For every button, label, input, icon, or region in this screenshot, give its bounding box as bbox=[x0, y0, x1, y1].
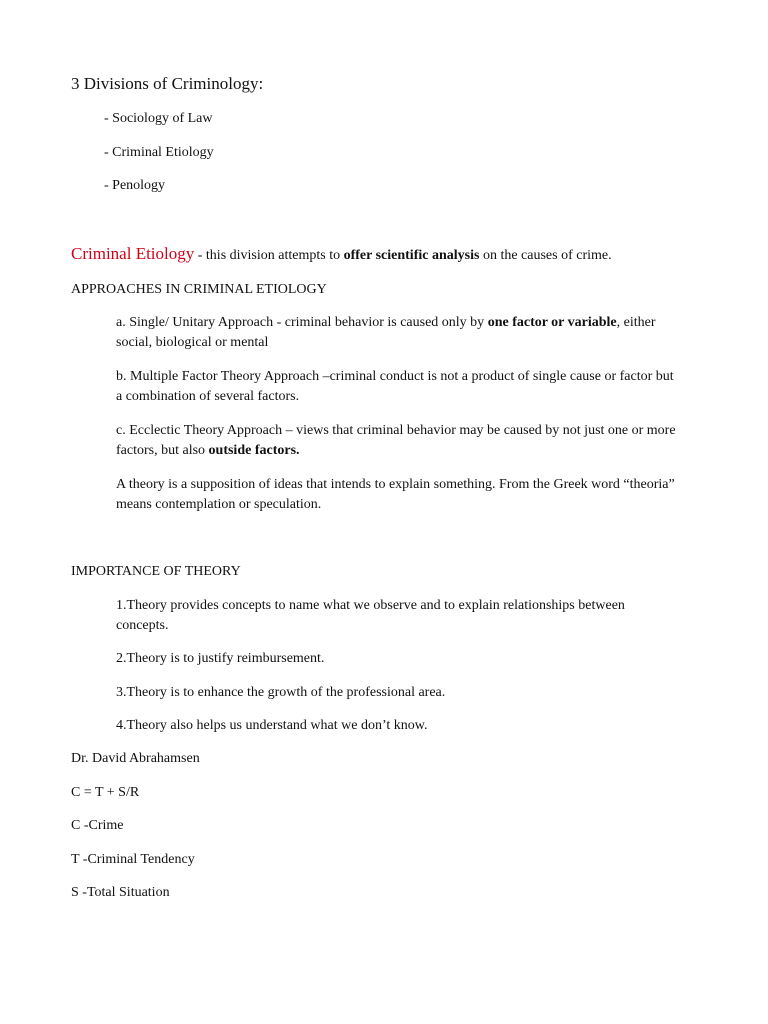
importance-item: 3.Theory is to enhance the growth of the professional area. bbox=[116, 685, 446, 700]
etiology-definition bbox=[71, 244, 612, 266]
approach-c-text: c. Ecclectic Theory Approach – views that criminal behavior may be caused by not just one or more factors, but also bbox=[116, 423, 676, 458]
approaches-heading: APPROACHES IN CRIMINAL ETIOLOGY bbox=[71, 282, 327, 297]
formula-c: C -Crime bbox=[71, 818, 124, 833]
etiology-def-text: - this division attempts to bbox=[194, 248, 344, 263]
importance-heading: IMPORTANCE OF THEORY bbox=[71, 564, 241, 579]
approach-c-bold: outside factors. bbox=[208, 443, 300, 458]
etiology-term: Criminal Etiology bbox=[71, 244, 195, 263]
formula-s: S -Total Situation bbox=[71, 885, 170, 900]
division-item: - Criminal Etiology bbox=[104, 145, 214, 160]
etiology-def-bold: offer scientific analysis bbox=[343, 248, 480, 263]
importance-item: 1.Theory provides concepts to name what we observe and to explain relationships between concepts. bbox=[116, 598, 625, 633]
approach-a bbox=[116, 313, 676, 353]
division-item: - Penology bbox=[104, 178, 166, 193]
formula-author: Dr. David Abrahamsen bbox=[71, 751, 200, 766]
divisions-title: 3 Divisions of Criminology: bbox=[71, 74, 264, 93]
division-item: - Sociology of Law bbox=[104, 111, 213, 126]
importance-item: 2.Theory is to justify reimbursement. bbox=[116, 651, 325, 666]
approach-a-bold: one factor or variable bbox=[487, 315, 617, 330]
approach-a-text: a. Single/ Unitary Approach - criminal behavior is caused only by bbox=[116, 315, 488, 330]
approach-c bbox=[116, 421, 676, 461]
theory-definition: A theory is a supposition of ideas that intends to explain something. From the Greek word “theoria” means contemplation or speculation. bbox=[116, 477, 675, 512]
etiology-def-after: on the causes of crime. bbox=[479, 248, 612, 263]
approach-b: b. Multiple Factor Theory Approach –criminal conduct is not a product of single cause or factor but a combination of several factors. bbox=[116, 369, 674, 404]
approach-a-after: , either social, biological or mental bbox=[116, 315, 656, 350]
formula-equation: C = T + S/R bbox=[71, 785, 140, 800]
importance-item: 4.Theory also helps us understand what we don’t know. bbox=[116, 718, 428, 733]
formula-t: T -Criminal Tendency bbox=[71, 852, 195, 867]
